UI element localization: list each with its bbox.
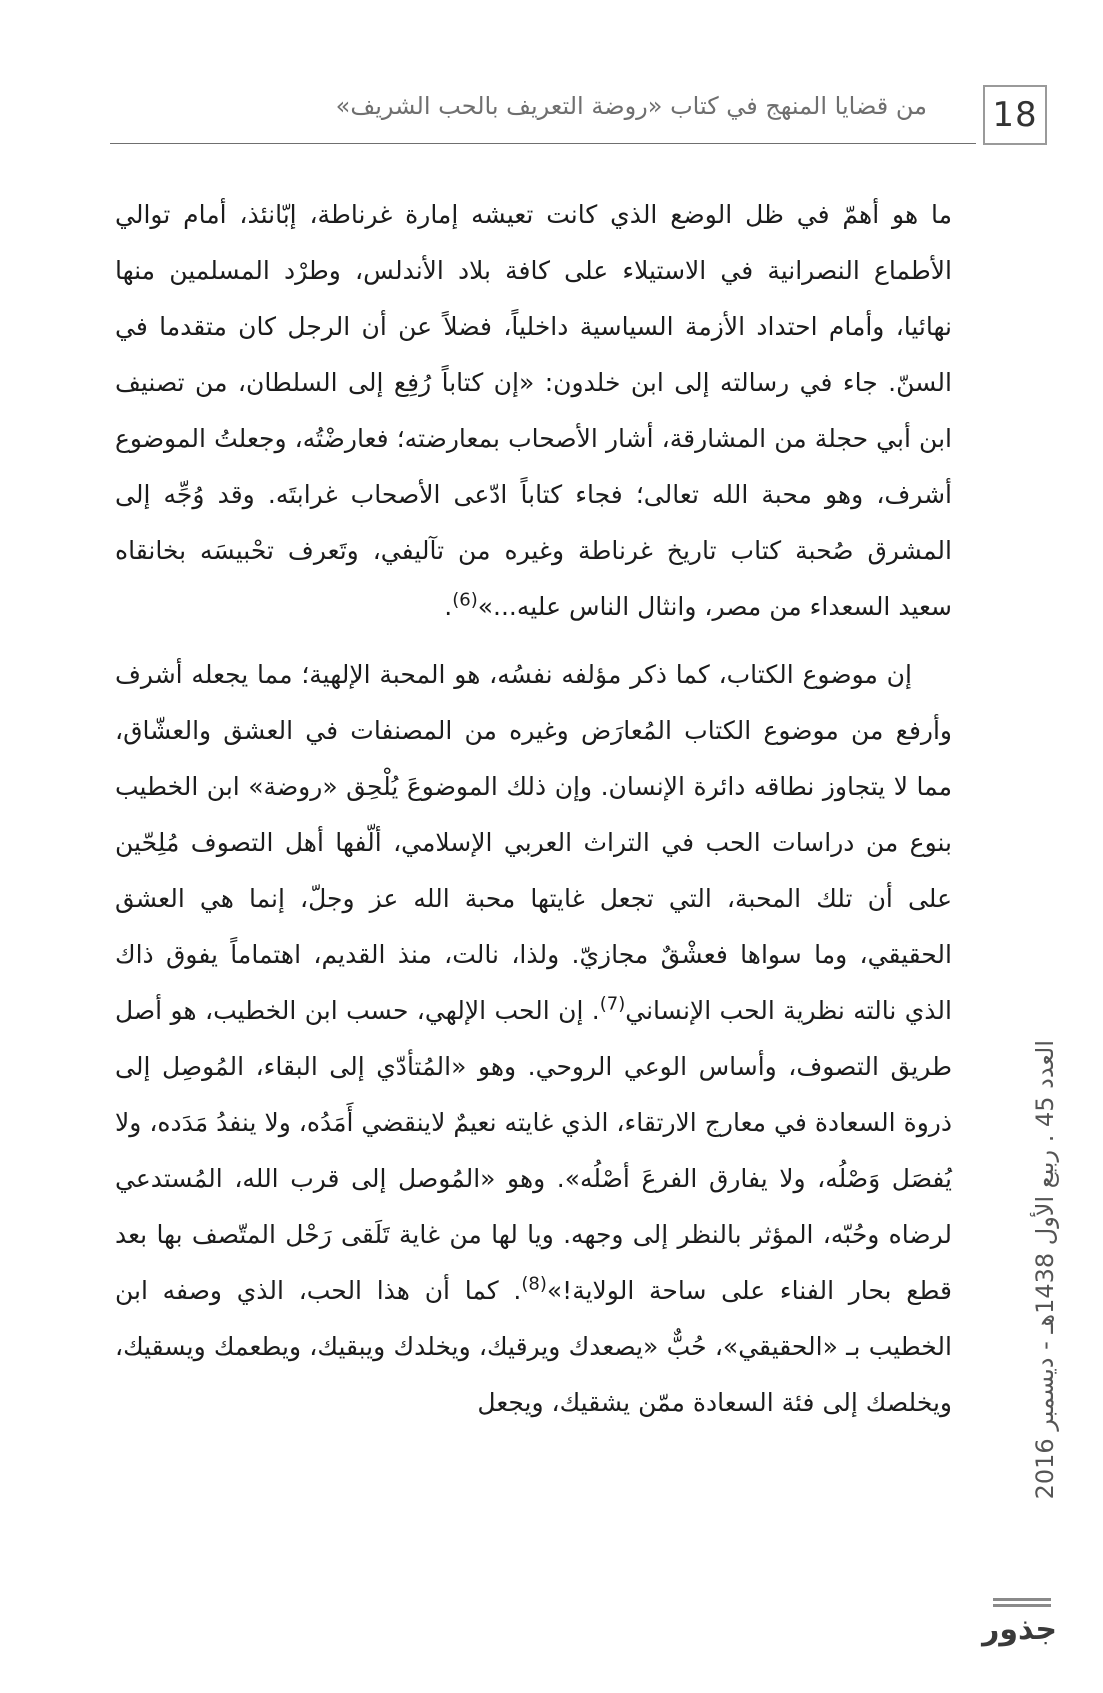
issue-caption-container	[1003, 1040, 1059, 1580]
running-header-title: من قضايا المنهج في كتاب «روضة التعريف بالحب الشريف»	[335, 92, 927, 120]
paragraph-1	[115, 187, 952, 635]
paragraph-2-trail: . كما أن هذا الحب، الذي وصفه ابن الخطيب بـ «الحقيقي»، حُبٌّ «يصعدك ويرقيك، ويخلدك ويبقيك، ويطعمك ويسقيك، ويخلصك إلى فئة السعادة ممّن يشقيك، ويجعل	[115, 1276, 952, 1417]
paragraph-2-text: إن موضوع الكتاب، كما ذكر مؤلفه نفسُه، هو المحبة الإلهية؛ مما يجعله أشرف وأرفع من موضوع الكتاب المُعارَض وغيره من المصنفات في العشق والعشّاق، مما لا يتجاوز نطاقه دائرة الإنسان. وإن ذلك الموضوعَ يُلْحِق «روضة» ابن الخطيب بنوع من دراسات الحب في التراث العربي الإسلامي، ألّفها أهل التصوف مُلِحّين على أن تلك المحبة، التي تجعل غايتها محبة الله عز وجلّ، إنما هي العشق الحقيقي، وما سواها فعشْقٌ مجازيّ. ولذا، نالت، منذ القديم، اهتماماً يفوق ذاك الذي نالته نظرية الحب الإنساني	[115, 660, 952, 1025]
page-number: 18	[983, 85, 1047, 145]
article-body	[115, 187, 952, 1431]
journal-rule-bottom	[993, 1604, 1051, 1607]
footnote-ref-7: (7)	[599, 993, 626, 1015]
paragraph-1-trail: .	[444, 592, 453, 621]
paragraph-2-middle: . إن الحب الإلهي، حسب ابن الخطيب، هو أصل طريق التصوف، وأساس الوعي الروحي. وهو «المُتأدّي إلى البقاء، المُوصِل إلى ذروة السعادة في معارج الارتقاء، الذي غايته نعيمٌ لاينقضي أَمَدُه، ولا ينفدُ مَدَده، ولا يُفصَل وَصْلُه، ولا يفارق الفرعَ أصْلُه». وهو «المُوصل إلى قرب الله، المُستدعي لرضاه وحُبّه، المؤثر بالنظر إلى وجهه. ويا لها من غاية تَلَقى رَحْل المتّصف بها بعد قطع بحار الفناء على ساحة الولاية!»	[115, 996, 952, 1305]
footnote-ref-8: (8)	[521, 1273, 547, 1295]
journal-logo: جذور	[982, 1612, 1057, 1647]
journal-rule-top	[993, 1598, 1051, 1601]
paragraph-2	[115, 647, 952, 1431]
footnote-ref-6: (6)	[452, 589, 478, 611]
issue-caption: العدد 45 . ربيع الأول 1438هـ - ديسمبر 2016	[1031, 1040, 1059, 1500]
header-divider	[110, 143, 976, 144]
paragraph-1-text: ما هو أهمّ في ظل الوضع الذي كانت تعيشه إمارة غرناطة، إبّانئذ، أمام توالي الأطماع النصرانية في الاستيلاء على كافة بلاد الأندلس، وطرْد المسلمين منها نهائيا، وأمام احتداد الأزمة السياسية داخلياً، فضلاً عن أن الرجل كان متقدما في السنّ. جاء في رسالته إلى ابن خلدون: «إن كتاباً رُفِع إلى السلطان، من تصنيف ابن أبي حجلة من المشارقة، أشار الأصحاب بمعارضته؛ فعارضْتُه، وجعلتُ الموضوع أشرف، وهو محبة الله تعالى؛ فجاء كتاباً ادّعى الأصحاب غرابتَه. وقد وُجِّه إلى المشرق صُحبة كتاب تاريخ غرناطة وغيره من تآليفي، وتَعرف تحْبيسَه بخانقاه سعيد السعداء من مصر، وانثال الناس عليه...»	[115, 200, 952, 621]
